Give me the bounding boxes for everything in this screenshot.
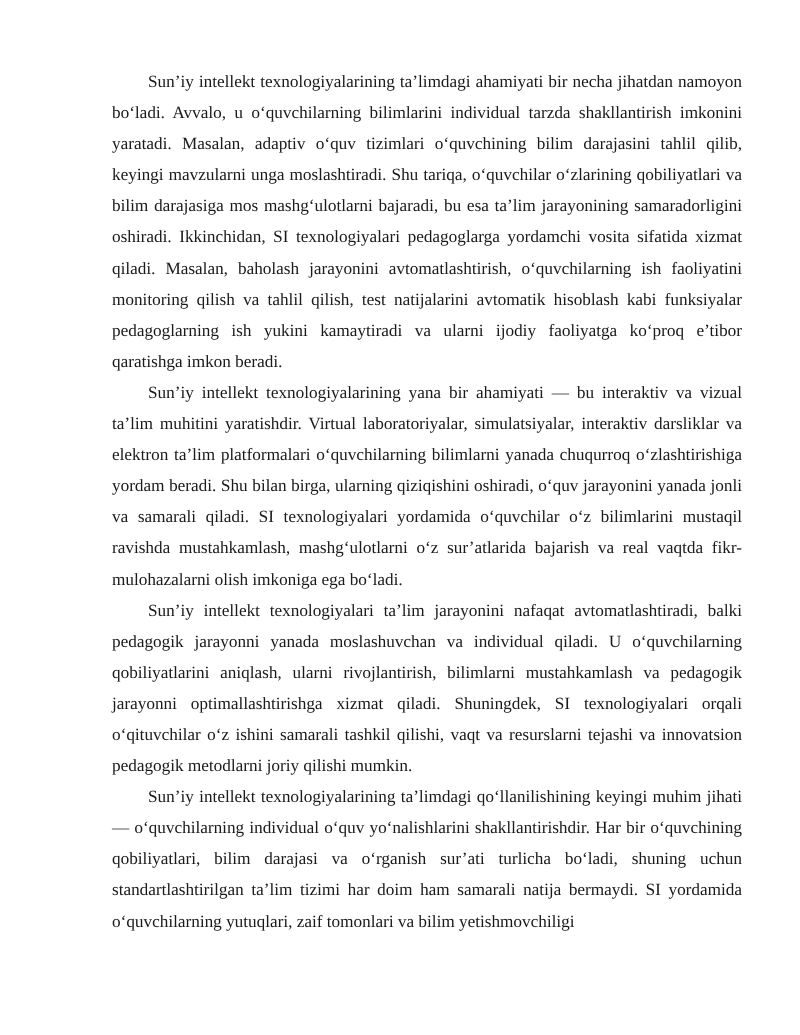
paragraph-automation-pedagogy: Sun’iy intellekt texnologiyalari ta’lim jarayonini nafaqat avtomatlashtiradi, balki pedagogik jarayonni yanada moslashuvchan va individual qiladi. U o‘quvchilarning qobiliyatlarini aniqlash, ularni rivojlantirish, bilimlarni mustahkamlash va pedagogik jarayonni optimallashtirishga xizmat qiladi. Shuningdek, SI texnologiyalari orqali o‘qituvchilar o‘z ishini samarali tashkil qilishi, vaqt va resurslarni tejashi va innovatsion pedagogik metodlarni joriy qilishi mumkin. bbox=[112, 600, 742, 776]
paragraph-ai-importance: Sun’iy intellekt texnologiyalarining ta’limdagi ahamiyati bir necha jihatdan namoyon bo‘ladi. Avvalo, u o‘quvchilarning bilimlarini individual tarzda shakllantirish imkonini yaratadi. Masalan, adaptiv o‘quv tizimlari o‘quvchining bilim darajasini tahlil qilib, keyingi mavzularni unga moslashtiradi. Shu tariqa, o‘quvchilar o‘zlarining qobiliyatlari va bilim darajasiga mos mashg‘ulotlarni bajaradi, bu esa ta’lim jarayonining samaradorligini oshiradi. Ikkinchidan, SI texnologiyalari pedagoglarga yordamchi vosita sifatida xizmat qiladi. Masalan, baholash jarayonini avtomatlashtirish, o‘quvchilarning ish faoliyatini monitoring qilish va tahlil qilish, test natijalarini avtomatik hisoblash kabi funksiyalar pedagoglarning ish yukini kamaytiradi va ularni ijodiy faoliyatga ko‘proq e’tibor qaratishga imkon beradi. bbox=[112, 72, 742, 371]
paragraph-interactive-environment: Sun’iy intellekt texnologiyalarining yana bir ahamiyati — bu interaktiv va vizual ta’lim muhitini yaratishdir. Virtual laboratoriyalar, simulatsiyalar, interaktiv darsliklar va elektron ta’lim platformalari o‘quvchilarning bilimlarni yanada chuqurroq o‘zlashtirishiga yordam beradi. Shu bilan birga, ularning qiziqishini oshiradi, o‘quv jarayonini yanada jonli va samarali qiladi. SI texnologiyalari yordamida o‘quvchilar o‘z bilimlarini mustaqil ravishda mustahkamlash, mashg‘ulotlarni o‘z sur’atlarida bajarish va real vaqtda fikr-mulohazalarni olish imkoniga ega bo‘ladi. bbox=[112, 382, 742, 589]
document-page bbox=[112, 66, 742, 937]
paragraph-individual-paths: Sun’iy intellekt texnologiyalarining ta’limdagi qo‘llanilishining keyingi muhim jihati — o‘quvchilarning individual o‘quv yo‘nalishlarini shakllantirishdir. Har bir o‘quvchining qobiliyatlari, bilim darajasi va o‘rganish sur’ati turlicha bo‘ladi, shuning uchun standartlashtirilgan ta’lim tizimi har doim ham samarali natija bermaydi. SI yordamida o‘quvchilarning yutuqlari, zaif tomonlari va bilim yetishmovchiligi bbox=[112, 787, 742, 931]
